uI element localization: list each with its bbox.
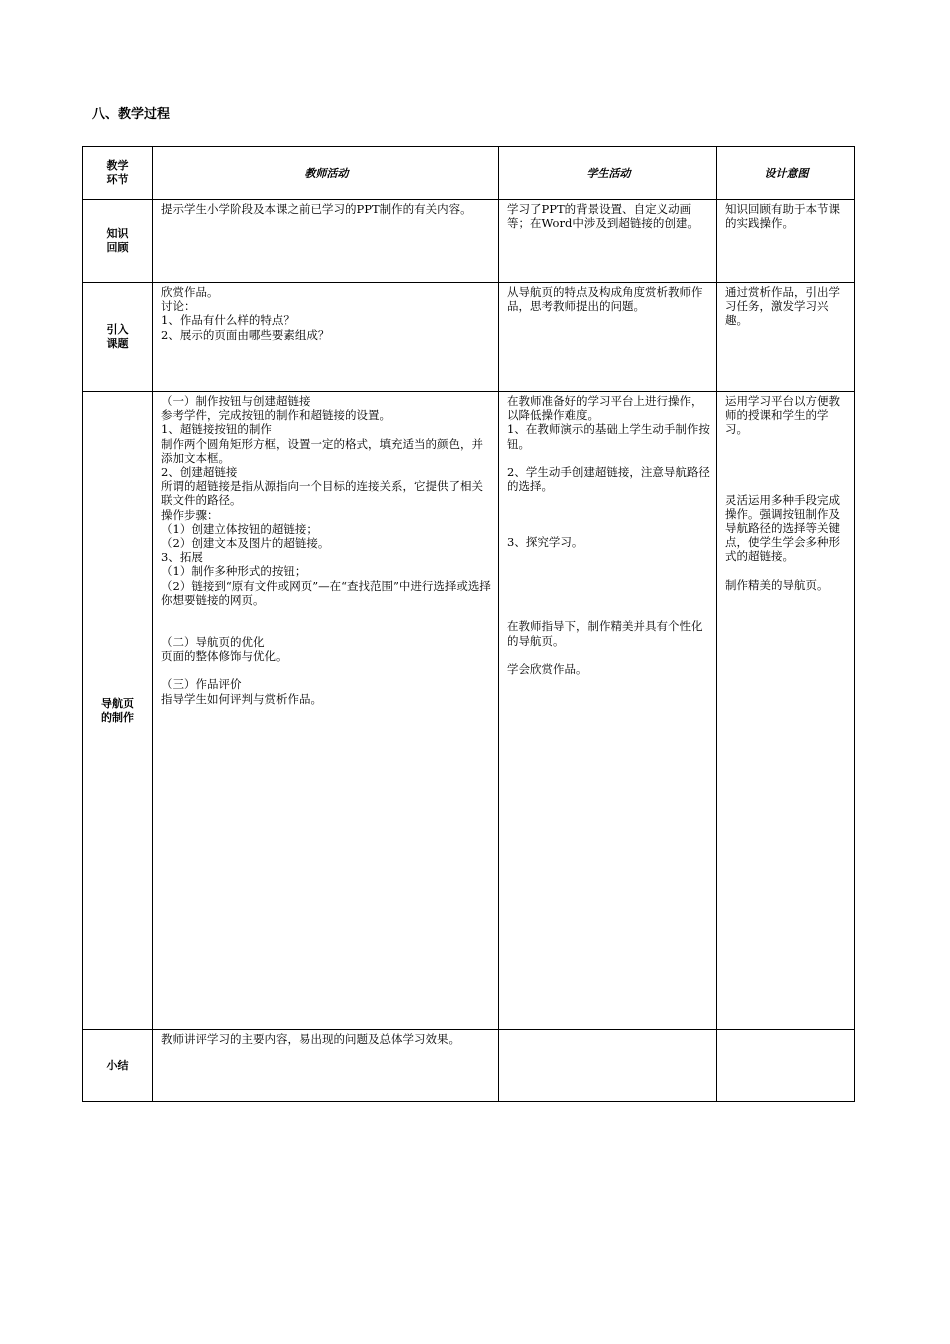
student-activity-cell: 从导航页的特点及构成角度赏析教师作品，思考教师提出的问题。 xyxy=(499,283,717,392)
header-student-activity: 学生活动 xyxy=(499,147,717,200)
section-heading: 八、教学过程 xyxy=(92,107,171,122)
teacher-activity-cell: （一）制作按钮与创建超链接 参考学件，完成按钮的制作和超链接的设置。 1、超链接按钮的制作 制作两个圆角矩形方框，设置一定的格式，填充适当的颜色，并添加文本框。 2、创建超链接 所谓的超链接是指从源指向一个目标的连接关系，它提供了相关联文件的路径。 操作步骤： （1）创建立体按钮的超链接； （2）创建文本及图片的超链接。 3、拓展 （1）制作多种形式的按钮； （2）链接到“原有文件或网页”—在“查找范围”中进行选择或选择你想要链接的网页。 （二）导航页的优化 页面的整体修饰与优化。 （三）作品评价 指导学生如何评判与赏析作品。 xyxy=(153,392,499,1030)
student-activity-cell: 在教师准备好的学习平台上进行操作，以降低操作难度。 1、在教师演示的基础上学生动手制作按钮。 2、学生动手创建超链接，注意导航路径的选择。 3、探究学习。 在教师指导下，制作精美并具有个性化的导航页。 学会欣赏作品。 xyxy=(499,392,717,1030)
design-intent-cell: 运用学习平台以方便教师的授课和学生的学习。 灵活运用多种手段完成操作。强调按钮制作及导航路径的选择等关键点，使学生学会多种形式的超链接。 制作精美的导航页。 xyxy=(717,392,855,1030)
phase-cell: 知识 回顾 xyxy=(83,200,153,283)
teaching-process-table xyxy=(82,146,855,1102)
table-row-intro xyxy=(83,283,855,392)
table-header-row xyxy=(83,147,855,200)
student-activity-cell xyxy=(499,1030,717,1102)
header-phase: 教学 环节 xyxy=(83,147,153,200)
teacher-activity-cell: 教师讲评学习的主要内容，易出现的问题及总体学习效果。 xyxy=(153,1030,499,1102)
header-teacher-activity: 教师活动 xyxy=(153,147,499,200)
table-row-summary xyxy=(83,1030,855,1102)
phase-cell: 引入 课题 xyxy=(83,283,153,392)
header-design-intent: 设计意图 xyxy=(717,147,855,200)
teacher-activity-cell: 提示学生小学阶段及本课之前已学习的PPT制作的有关内容。 xyxy=(153,200,499,283)
phase-cell: 小结 xyxy=(83,1030,153,1102)
phase-cell: 导航页 的制作 xyxy=(83,392,153,1030)
design-intent-cell xyxy=(717,1030,855,1102)
design-intent-cell: 知识回顾有助于本节课的实践操作。 xyxy=(717,200,855,283)
teacher-activity-cell: 欣赏作品。 讨论： 1、作品有什么样的特点？ 2、展示的页面由哪些要素组成？ xyxy=(153,283,499,392)
design-intent-cell: 通过赏析作品，引出学习任务，激发学习兴趣。 xyxy=(717,283,855,392)
student-activity-cell: 学习了PPT的背景设置、自定义动画等；在Word中涉及到超链接的创建。 xyxy=(499,200,717,283)
table-row-navigation xyxy=(83,392,855,1030)
table-row-review xyxy=(83,200,855,283)
